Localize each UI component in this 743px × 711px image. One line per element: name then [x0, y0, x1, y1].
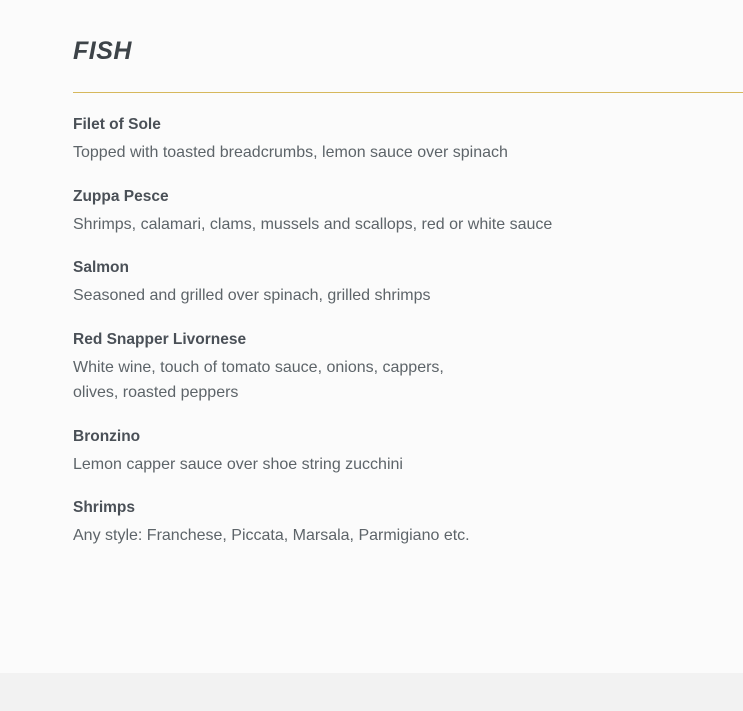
list-item [73, 258, 743, 309]
list-item [73, 115, 743, 166]
menu-item-description [73, 284, 743, 309]
menu-item-name: Red Snapper Livornese [73, 331, 247, 349]
menu-item-name: Filet of Sole [73, 116, 161, 133]
menu-item-name: Bronzino [73, 427, 141, 445]
title-divider [73, 92, 743, 93]
menu-item-description-line: Shrimps, calamari, clams, mussels and scallops, red or white sauce [73, 215, 553, 233]
menu-item-description-line: Topped with toasted breadcrumbs, lemon sauce over spinach [73, 143, 508, 161]
menu-item-description-line: Seasoned and grilled over spinach, grilled shrimps [73, 287, 431, 305]
menu-item-name: Shrimps [73, 499, 136, 517]
menu-item-list [73, 115, 743, 549]
menu-item-description-line: olives, roasted peppers [73, 383, 239, 401]
list-item [73, 427, 743, 478]
list-item [73, 187, 743, 238]
menu-item-description [73, 213, 743, 238]
list-item [73, 330, 743, 406]
menu-item-description-line: Lemon capper sauce over shoe string zucchini [73, 455, 403, 473]
menu-item-name: Salmon [73, 259, 129, 277]
footer-strip [0, 673, 743, 711]
menu-item-description-line: White wine, touch of tomato sauce, onions, cappers, [73, 359, 444, 377]
menu-content [73, 36, 743, 549]
menu-item-description-line: Any style: Franchese, Piccata, Marsala, Parmigiano etc. [73, 527, 470, 545]
menu-item-name: Zuppa Pesce [73, 187, 169, 205]
list-item [73, 498, 743, 549]
menu-item-description [73, 453, 743, 478]
menu-item-description [73, 141, 743, 166]
menu-item-description [73, 356, 743, 406]
page-title: FISH [73, 37, 132, 65]
menu-item-description [73, 524, 743, 549]
